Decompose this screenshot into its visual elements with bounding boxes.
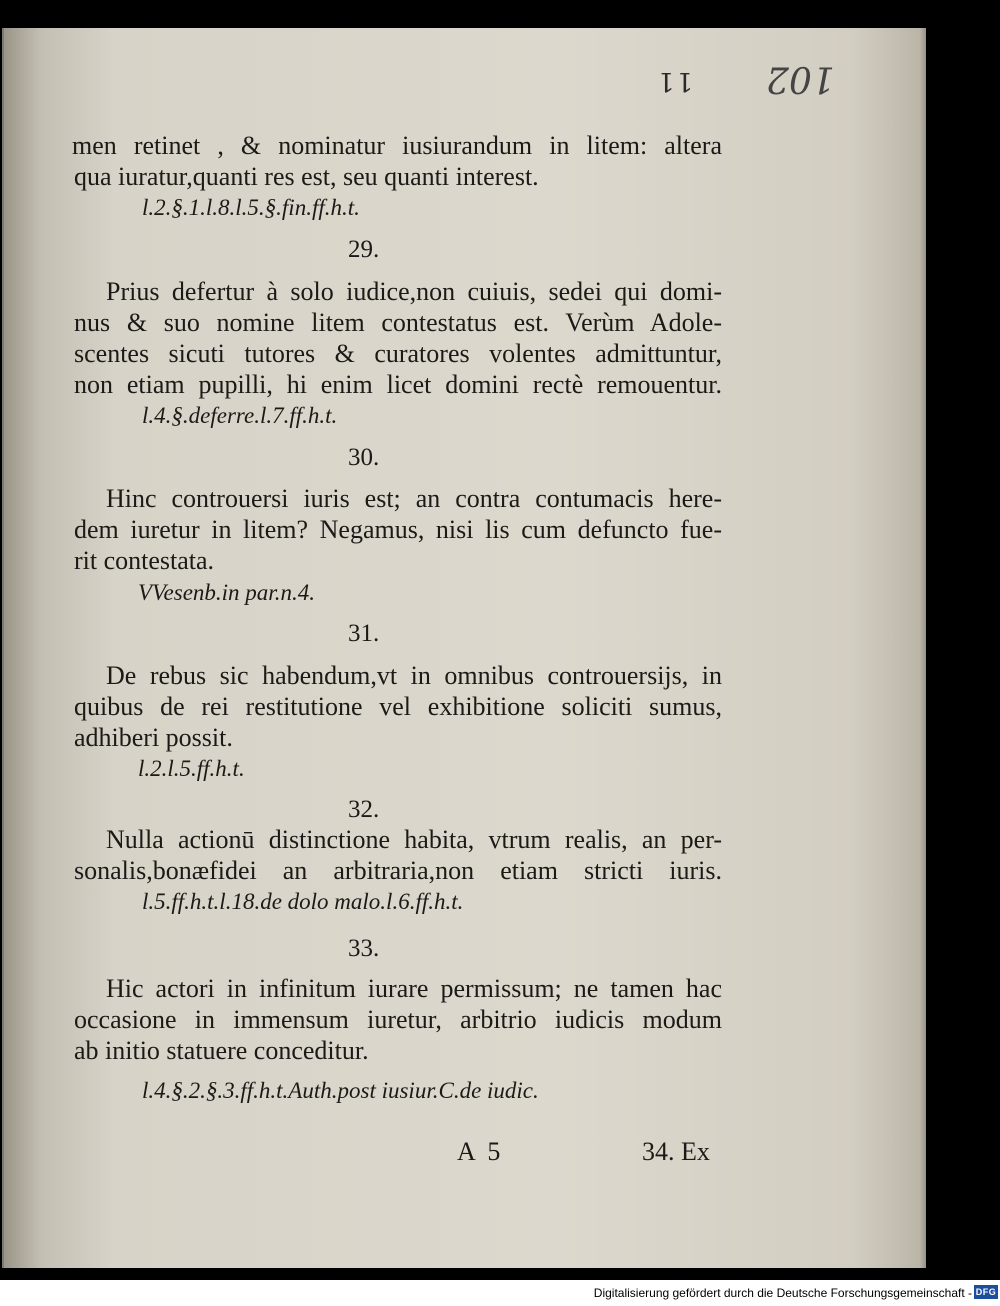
citation-line: l.4.§.2.§.3.ff.h.t.Auth.post iusiur.C.de iudic. — [142, 1078, 539, 1103]
section-number: 30. — [348, 444, 380, 471]
handwritten-folio-number: 102 — [766, 58, 835, 99]
section-number: 31. — [348, 620, 380, 647]
text-line: Hinc controuersi iuris est; an contra contumacis here- — [106, 484, 722, 513]
printed-folio-number: 11 — [656, 66, 694, 96]
text-line: rit contestata. — [74, 546, 215, 575]
text-line: scentes sicuti tutores & curatores volentes admittuntur, — [74, 339, 722, 368]
section-number: 32. — [348, 796, 380, 823]
section-number: 33. — [348, 935, 380, 962]
book-page — [2, 28, 926, 1268]
text-line: adhiberi possit. — [74, 723, 233, 752]
citation-line: l.2.§.1.l.8.l.5.§.fin.ff.h.t. — [142, 195, 360, 220]
text-line: ab initio statuere conceditur. — [74, 1036, 369, 1065]
text-line: qua iuratur,quanti res est, seu quanti interest. — [74, 162, 539, 191]
text-line: Hic actori in infinitum iurare permissum; ne tamen hac — [106, 974, 722, 1003]
section-number: 29. — [348, 236, 380, 263]
signature-mark: A 5 — [457, 1137, 501, 1166]
text-line: De rebus sic habendum,vt in omnibus controuersijs, in — [106, 661, 722, 690]
text-line: sonalis,bonæfidei an arbitraria,non etiam stricti iuris. — [74, 856, 722, 885]
page-edge-shadow — [920, 28, 926, 1268]
text-line: Prius defertur à solo iudice,non cuiuis, sedei qui domi- — [106, 277, 722, 306]
text-line: men retinet , & nominatur iusiurandum in litem: altera — [72, 131, 722, 160]
citation-line: l.2.l.5.ff.h.t. — [138, 756, 245, 781]
citation-line: l.5.ff.h.t.l.18.de dolo malo.l.6.ff.h.t. — [142, 889, 464, 914]
text-line: dem iuretur in litem? Negamus, nisi lis cum defuncto fue- — [74, 515, 722, 544]
footer-bar — [0, 1280, 1000, 1306]
dfg-logo: DFG — [975, 1287, 997, 1297]
funding-credit: Digitalisierung gefördert durch die Deutsche Forschungsgemeinschaft - — [593, 1286, 972, 1300]
text-line: quibus de rei restitutione vel exhibitione soliciti sumus, — [74, 692, 722, 721]
citation-line: l.4.§.deferre.l.7.ff.h.t. — [142, 403, 338, 428]
text-line: occasione in immensum iuretur, arbitrio iudicis modum — [74, 1005, 722, 1034]
citation-line: VVesenb.in par.n.4. — [138, 580, 315, 605]
text-line: Nulla actionū distinctione habita, vtrum realis, an per- — [106, 825, 722, 854]
text-line: non etiam pupilli, hi enim licet domini rectè remouentur. — [74, 370, 722, 399]
text-line: nus & suo nomine litem contestatus est. Verùm Adole- — [74, 308, 722, 337]
catchword: 34. Ex — [642, 1137, 710, 1166]
